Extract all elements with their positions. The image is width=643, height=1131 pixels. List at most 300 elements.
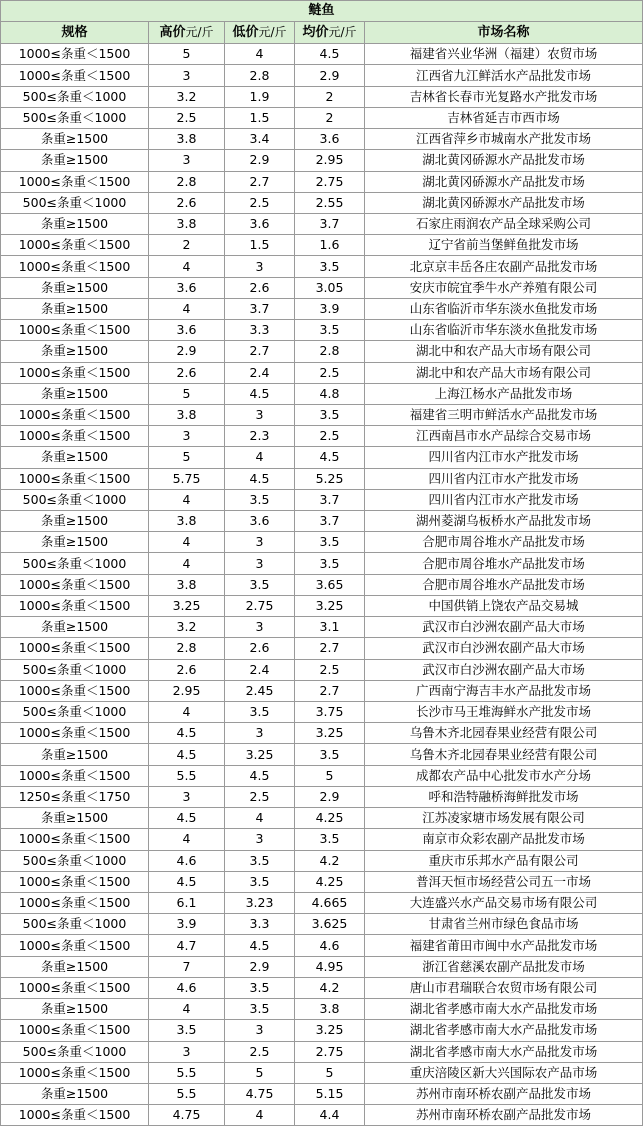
header-low-label: 低价 <box>232 25 259 41</box>
table-row <box>1 1020 643 1041</box>
avg-price-cell: 3.6 <box>295 129 365 150</box>
avg-price-cell: 4.4 <box>295 1105 365 1126</box>
high-price-cell: 5.5 <box>149 765 225 786</box>
high-price-cell: 3.25 <box>149 595 225 616</box>
spec-cell: 1000≤条重＜1500 <box>1 935 149 956</box>
high-price-cell: 3 <box>149 786 225 807</box>
low-price-cell: 3 <box>225 553 295 574</box>
table-row <box>1 171 643 192</box>
low-price-cell: 3 <box>225 1020 295 1041</box>
low-price-cell: 3 <box>225 404 295 425</box>
avg-price-cell: 5.15 <box>295 1083 365 1104</box>
avg-price-cell: 3.7 <box>295 511 365 532</box>
spec-cell: 1000≤条重＜1500 <box>1 171 149 192</box>
spec-cell: 条重≥1500 <box>1 744 149 765</box>
avg-price-cell: 3.05 <box>295 277 365 298</box>
market-cell: 合肥市周谷堆水产品批发市场 <box>365 574 643 595</box>
high-price-cell: 5.75 <box>149 468 225 489</box>
avg-price-cell: 3.1 <box>295 617 365 638</box>
spec-cell: 1000≤条重＜1500 <box>1 765 149 786</box>
market-cell: 湖北黄冈硚源水产品批发市场 <box>365 192 643 213</box>
table-row <box>1 44 643 65</box>
low-price-cell: 3.6 <box>225 213 295 234</box>
high-price-cell: 3.6 <box>149 277 225 298</box>
avg-price-cell: 2.5 <box>295 426 365 447</box>
header-avg-label: 均价 <box>302 25 329 41</box>
spec-cell: 条重≥1500 <box>1 277 149 298</box>
high-price-cell: 4.5 <box>149 871 225 892</box>
table-row <box>1 680 643 701</box>
market-cell: 大连盛兴水产品交易市场有限公司 <box>365 892 643 913</box>
table-row <box>1 1083 643 1104</box>
table-row <box>1 320 643 341</box>
market-cell: 武汉市白沙洲农副产品大市场 <box>365 617 643 638</box>
avg-price-cell: 2.9 <box>295 65 365 86</box>
table-row <box>1 850 643 871</box>
high-price-cell: 2.6 <box>149 659 225 680</box>
avg-price-cell: 4.95 <box>295 956 365 977</box>
spec-cell: 条重≥1500 <box>1 999 149 1020</box>
market-cell: 普洱天恒市场经营公司五一市场 <box>365 871 643 892</box>
avg-price-cell: 2.55 <box>295 192 365 213</box>
avg-price-cell: 2.8 <box>295 341 365 362</box>
header-high-label: 高价 <box>159 25 186 41</box>
market-cell: 武汉市白沙洲农副产品大市场 <box>365 659 643 680</box>
market-cell: 唐山市君瑞联合农贸市场有限公司 <box>365 977 643 998</box>
avg-price-cell: 3.25 <box>295 723 365 744</box>
market-cell: 四川省内江市水产批发市场 <box>365 447 643 468</box>
market-cell: 长沙市马王堆海鲜水产批发市场 <box>365 702 643 723</box>
table-row <box>1 659 643 680</box>
low-price-cell: 3.5 <box>225 871 295 892</box>
high-price-cell: 4 <box>149 256 225 277</box>
low-price-cell: 3 <box>225 617 295 638</box>
high-price-cell: 4.75 <box>149 1105 225 1126</box>
low-price-cell: 2.3 <box>225 426 295 447</box>
market-cell: 苏州市南环桥农副产品批发市场 <box>365 1105 643 1126</box>
table-body <box>1 44 643 1126</box>
avg-price-cell: 4.5 <box>295 44 365 65</box>
header-spec: 规格 <box>1 22 149 44</box>
market-cell: 广西南宁海吉丰水产品批发市场 <box>365 680 643 701</box>
low-price-cell: 4 <box>225 447 295 468</box>
spec-cell: 条重≥1500 <box>1 129 149 150</box>
high-price-cell: 2.6 <box>149 362 225 383</box>
market-cell: 呼和浩特融桥海鲜批发市场 <box>365 786 643 807</box>
low-price-cell: 4.5 <box>225 935 295 956</box>
table-row <box>1 489 643 510</box>
spec-cell: 1000≤条重＜1500 <box>1 829 149 850</box>
avg-price-cell: 3.5 <box>295 532 365 553</box>
low-price-cell: 4.5 <box>225 765 295 786</box>
low-price-cell: 3.7 <box>225 298 295 319</box>
table-row <box>1 574 643 595</box>
low-price-cell: 3.5 <box>225 702 295 723</box>
table-row <box>1 1041 643 1062</box>
high-price-cell: 5.5 <box>149 1062 225 1083</box>
avg-price-cell: 2.7 <box>295 638 365 659</box>
avg-price-cell: 4.2 <box>295 850 365 871</box>
market-cell: 合肥市周谷堆水产品批发市场 <box>365 553 643 574</box>
avg-price-cell: 3.8 <box>295 999 365 1020</box>
avg-price-cell: 4.8 <box>295 383 365 404</box>
avg-price-cell: 3.9 <box>295 298 365 319</box>
high-price-cell: 2.8 <box>149 638 225 659</box>
low-price-cell: 2.4 <box>225 362 295 383</box>
high-price-cell: 2.8 <box>149 171 225 192</box>
market-cell: 山东省临沂市华东淡水鱼批发市场 <box>365 320 643 341</box>
table-row <box>1 999 643 1020</box>
avg-price-cell: 2.75 <box>295 171 365 192</box>
table-row <box>1 65 643 86</box>
spec-cell: 500≤条重＜1000 <box>1 86 149 107</box>
low-price-cell: 2.8 <box>225 65 295 86</box>
market-cell: 江苏凌家塘市场发展有限公司 <box>365 808 643 829</box>
avg-price-cell: 3.5 <box>295 553 365 574</box>
high-price-cell: 4.6 <box>149 977 225 998</box>
spec-cell: 条重≥1500 <box>1 341 149 362</box>
avg-price-cell: 5 <box>295 1062 365 1083</box>
market-cell: 南京市众彩农副产品批发市场 <box>365 829 643 850</box>
table-row <box>1 277 643 298</box>
high-price-cell: 3.8 <box>149 213 225 234</box>
low-price-cell: 2.6 <box>225 638 295 659</box>
avg-price-cell: 4.2 <box>295 977 365 998</box>
market-cell: 武汉市白沙洲农副产品大市场 <box>365 638 643 659</box>
market-cell: 苏州市南环桥农副产品批发市场 <box>365 1083 643 1104</box>
spec-cell: 1250≤条重＜1750 <box>1 786 149 807</box>
high-price-cell: 4 <box>149 702 225 723</box>
market-cell: 江西省九江鲜活水产品批发市场 <box>365 65 643 86</box>
market-cell: 四川省内江市水产批发市场 <box>365 468 643 489</box>
low-price-cell: 3 <box>225 829 295 850</box>
table-row <box>1 935 643 956</box>
market-cell: 吉林省延吉市西市场 <box>365 107 643 128</box>
market-cell: 乌鲁木齐北园春果业经营有限公司 <box>365 723 643 744</box>
low-price-cell: 4.75 <box>225 1083 295 1104</box>
avg-price-cell: 4.665 <box>295 892 365 913</box>
avg-price-cell: 3.625 <box>295 914 365 935</box>
spec-cell: 条重≥1500 <box>1 511 149 532</box>
avg-price-cell: 3.25 <box>295 595 365 616</box>
table-row <box>1 638 643 659</box>
table-row <box>1 86 643 107</box>
table-row <box>1 129 643 150</box>
high-price-cell: 2.95 <box>149 680 225 701</box>
high-price-cell: 7 <box>149 956 225 977</box>
spec-cell: 500≤条重＜1000 <box>1 107 149 128</box>
high-price-cell: 3.8 <box>149 129 225 150</box>
header-avg-unit: 元/斤 <box>328 25 357 40</box>
spec-cell: 条重≥1500 <box>1 956 149 977</box>
avg-price-cell: 3.65 <box>295 574 365 595</box>
table-row <box>1 744 643 765</box>
high-price-cell: 4.6 <box>149 850 225 871</box>
market-cell: 成都农产品中心批发市水产分场 <box>365 765 643 786</box>
avg-price-cell: 3.75 <box>295 702 365 723</box>
table-row <box>1 871 643 892</box>
table-header-row <box>1 22 643 44</box>
high-price-cell: 4.5 <box>149 744 225 765</box>
market-cell: 湖北省孝感市南大水产品批发市场 <box>365 1020 643 1041</box>
low-price-cell: 2.7 <box>225 171 295 192</box>
avg-price-cell: 2.5 <box>295 362 365 383</box>
table-row <box>1 1105 643 1126</box>
avg-price-cell: 2.5 <box>295 659 365 680</box>
low-price-cell: 3.5 <box>225 999 295 1020</box>
market-cell: 辽宁省前当堡鲜鱼批发市场 <box>365 235 643 256</box>
high-price-cell: 3.8 <box>149 404 225 425</box>
avg-price-cell: 4.6 <box>295 935 365 956</box>
high-price-cell: 3 <box>149 426 225 447</box>
market-cell: 湖北省孝感市南大水产品批发市场 <box>365 1041 643 1062</box>
low-price-cell: 3.25 <box>225 744 295 765</box>
spec-cell: 500≤条重＜1000 <box>1 489 149 510</box>
high-price-cell: 5 <box>149 447 225 468</box>
spec-cell: 1000≤条重＜1500 <box>1 256 149 277</box>
table-row <box>1 192 643 213</box>
market-cell: 福建省三明市鲜活水产品批发市场 <box>365 404 643 425</box>
market-cell: 四川省内江市水产批发市场 <box>365 489 643 510</box>
market-cell: 福建省兴业华洲（福建）农贸市场 <box>365 44 643 65</box>
low-price-cell: 2.9 <box>225 150 295 171</box>
market-cell: 石家庄雨润农产品全球采购公司 <box>365 213 643 234</box>
low-price-cell: 2.5 <box>225 786 295 807</box>
table-row <box>1 914 643 935</box>
avg-price-cell: 2.75 <box>295 1041 365 1062</box>
high-price-cell: 3 <box>149 65 225 86</box>
table-row <box>1 362 643 383</box>
table-row <box>1 723 643 744</box>
table-row <box>1 383 643 404</box>
high-price-cell: 3.8 <box>149 511 225 532</box>
low-price-cell: 3.5 <box>225 850 295 871</box>
spec-cell: 条重≥1500 <box>1 808 149 829</box>
low-price-cell: 3.6 <box>225 511 295 532</box>
avg-price-cell: 3.5 <box>295 744 365 765</box>
low-price-cell: 3.5 <box>225 574 295 595</box>
high-price-cell: 3.5 <box>149 1020 225 1041</box>
table-row <box>1 956 643 977</box>
spec-cell: 500≤条重＜1000 <box>1 914 149 935</box>
spec-cell: 条重≥1500 <box>1 150 149 171</box>
table-row <box>1 892 643 913</box>
high-price-cell: 4 <box>149 553 225 574</box>
spec-cell: 1000≤条重＜1500 <box>1 320 149 341</box>
table-row <box>1 829 643 850</box>
spec-cell: 条重≥1500 <box>1 383 149 404</box>
market-cell: 重庆涪陵区新大兴国际农产品市场 <box>365 1062 643 1083</box>
low-price-cell: 2.9 <box>225 956 295 977</box>
low-price-cell: 4 <box>225 808 295 829</box>
header-market: 市场名称 <box>365 22 643 44</box>
low-price-cell: 4 <box>225 1105 295 1126</box>
high-price-cell: 2.9 <box>149 341 225 362</box>
high-price-cell: 4 <box>149 532 225 553</box>
spec-cell: 1000≤条重＜1500 <box>1 871 149 892</box>
high-price-cell: 3.9 <box>149 914 225 935</box>
avg-price-cell: 4.25 <box>295 808 365 829</box>
market-cell: 山东省临沂市华东淡水鱼批发市场 <box>365 298 643 319</box>
table-row <box>1 341 643 362</box>
spec-cell: 1000≤条重＜1500 <box>1 680 149 701</box>
high-price-cell: 4 <box>149 829 225 850</box>
low-price-cell: 2.6 <box>225 277 295 298</box>
avg-price-cell: 3.5 <box>295 320 365 341</box>
low-price-cell: 4 <box>225 44 295 65</box>
table-row <box>1 298 643 319</box>
table-row <box>1 765 643 786</box>
low-price-cell: 2.45 <box>225 680 295 701</box>
market-cell: 福建省莆田市闽中水产品批发市场 <box>365 935 643 956</box>
market-cell: 江西南昌市水产品综合交易市场 <box>365 426 643 447</box>
spec-cell: 500≤条重＜1000 <box>1 1041 149 1062</box>
spec-cell: 1000≤条重＜1500 <box>1 1105 149 1126</box>
high-price-cell: 3 <box>149 1041 225 1062</box>
low-price-cell: 3 <box>225 723 295 744</box>
spec-cell: 条重≥1500 <box>1 298 149 319</box>
market-cell: 吉林省长春市光复路水产批发市场 <box>365 86 643 107</box>
high-price-cell: 4.5 <box>149 723 225 744</box>
low-price-cell: 2.4 <box>225 659 295 680</box>
table-row <box>1 447 643 468</box>
spec-cell: 1000≤条重＜1500 <box>1 235 149 256</box>
table-row <box>1 977 643 998</box>
spec-cell: 1000≤条重＜1500 <box>1 44 149 65</box>
spec-cell: 1000≤条重＜1500 <box>1 977 149 998</box>
low-price-cell: 2.7 <box>225 341 295 362</box>
low-price-cell: 3.5 <box>225 489 295 510</box>
header-high-unit: 元/斤 <box>185 25 214 40</box>
market-cell: 江西省萍乡市城南水产批发市场 <box>365 129 643 150</box>
high-price-cell: 5.5 <box>149 1083 225 1104</box>
spec-cell: 500≤条重＜1000 <box>1 850 149 871</box>
avg-price-cell: 2.9 <box>295 786 365 807</box>
avg-price-cell: 3.25 <box>295 1020 365 1041</box>
low-price-cell: 4.5 <box>225 468 295 489</box>
table-title: 鲢鱼 <box>1 1 643 22</box>
market-cell: 甘肃省兰州市绿色食品市场 <box>365 914 643 935</box>
high-price-cell: 3.6 <box>149 320 225 341</box>
avg-price-cell: 2 <box>295 107 365 128</box>
low-price-cell: 2.5 <box>225 192 295 213</box>
header-low <box>225 22 295 44</box>
table-row <box>1 511 643 532</box>
spec-cell: 条重≥1500 <box>1 213 149 234</box>
spec-cell: 条重≥1500 <box>1 617 149 638</box>
high-price-cell: 2.6 <box>149 192 225 213</box>
high-price-cell: 3 <box>149 150 225 171</box>
avg-price-cell: 4.5 <box>295 447 365 468</box>
market-cell: 合肥市周谷堆水产品批发市场 <box>365 532 643 553</box>
table-row <box>1 1062 643 1083</box>
table-row <box>1 553 643 574</box>
high-price-cell: 4 <box>149 298 225 319</box>
header-high <box>149 22 225 44</box>
market-cell: 湖北黄冈硚源水产品批发市场 <box>365 171 643 192</box>
avg-price-cell: 2.95 <box>295 150 365 171</box>
header-low-unit: 元/斤 <box>258 25 287 40</box>
market-cell: 北京京丰岳各庄农副产品批发市场 <box>365 256 643 277</box>
low-price-cell: 3 <box>225 256 295 277</box>
low-price-cell: 3.5 <box>225 977 295 998</box>
table-row <box>1 107 643 128</box>
low-price-cell: 1.5 <box>225 107 295 128</box>
spec-cell: 1000≤条重＜1500 <box>1 404 149 425</box>
spec-cell: 1000≤条重＜1500 <box>1 574 149 595</box>
low-price-cell: 2.5 <box>225 1041 295 1062</box>
spec-cell: 500≤条重＜1000 <box>1 553 149 574</box>
avg-price-cell: 3.7 <box>295 213 365 234</box>
table-row <box>1 532 643 553</box>
market-cell: 乌鲁木齐北园春果业经营有限公司 <box>365 744 643 765</box>
avg-price-cell: 1.6 <box>295 235 365 256</box>
low-price-cell: 2.75 <box>225 595 295 616</box>
table-row <box>1 150 643 171</box>
high-price-cell: 5 <box>149 383 225 404</box>
low-price-cell: 3 <box>225 532 295 553</box>
market-cell: 湖州菱湖乌板桥水产品批发市场 <box>365 511 643 532</box>
avg-price-cell: 3.5 <box>295 404 365 425</box>
header-avg <box>295 22 365 44</box>
high-price-cell: 4.5 <box>149 808 225 829</box>
spec-cell: 条重≥1500 <box>1 447 149 468</box>
spec-cell: 1000≤条重＜1500 <box>1 892 149 913</box>
spec-cell: 1000≤条重＜1500 <box>1 65 149 86</box>
table-title-row <box>1 1 643 22</box>
high-price-cell: 3.2 <box>149 86 225 107</box>
avg-price-cell: 3.5 <box>295 256 365 277</box>
table-row <box>1 786 643 807</box>
low-price-cell: 1.5 <box>225 235 295 256</box>
table-row <box>1 235 643 256</box>
market-cell: 中国供销上饶农产品交易城 <box>365 595 643 616</box>
table-row <box>1 404 643 425</box>
spec-cell: 500≤条重＜1000 <box>1 192 149 213</box>
spec-cell: 条重≥1500 <box>1 1083 149 1104</box>
spec-cell: 500≤条重＜1000 <box>1 659 149 680</box>
high-price-cell: 5 <box>149 44 225 65</box>
market-cell: 安庆市皖宜季牛水产养殖有限公司 <box>365 277 643 298</box>
market-cell: 上海江杨水产品批发市场 <box>365 383 643 404</box>
avg-price-cell: 4.25 <box>295 871 365 892</box>
spec-cell: 1000≤条重＜1500 <box>1 1062 149 1083</box>
spec-cell: 1000≤条重＜1500 <box>1 362 149 383</box>
avg-price-cell: 2 <box>295 86 365 107</box>
table-row <box>1 213 643 234</box>
low-price-cell: 1.9 <box>225 86 295 107</box>
table-row <box>1 468 643 489</box>
market-cell: 浙江省慈溪农副产品批发市场 <box>365 956 643 977</box>
high-price-cell: 4 <box>149 489 225 510</box>
market-cell: 湖北中和农产品大市场有限公司 <box>365 341 643 362</box>
avg-price-cell: 3.5 <box>295 829 365 850</box>
high-price-cell: 3.2 <box>149 617 225 638</box>
low-price-cell: 5 <box>225 1062 295 1083</box>
low-price-cell: 3.3 <box>225 320 295 341</box>
table-row <box>1 426 643 447</box>
avg-price-cell: 5.25 <box>295 468 365 489</box>
table-row <box>1 617 643 638</box>
low-price-cell: 3.4 <box>225 129 295 150</box>
spec-cell: 1000≤条重＜1500 <box>1 638 149 659</box>
low-price-cell: 3.3 <box>225 914 295 935</box>
avg-price-cell: 3.7 <box>295 489 365 510</box>
spec-cell: 条重≥1500 <box>1 532 149 553</box>
high-price-cell: 4 <box>149 999 225 1020</box>
high-price-cell: 6.1 <box>149 892 225 913</box>
table-row <box>1 256 643 277</box>
